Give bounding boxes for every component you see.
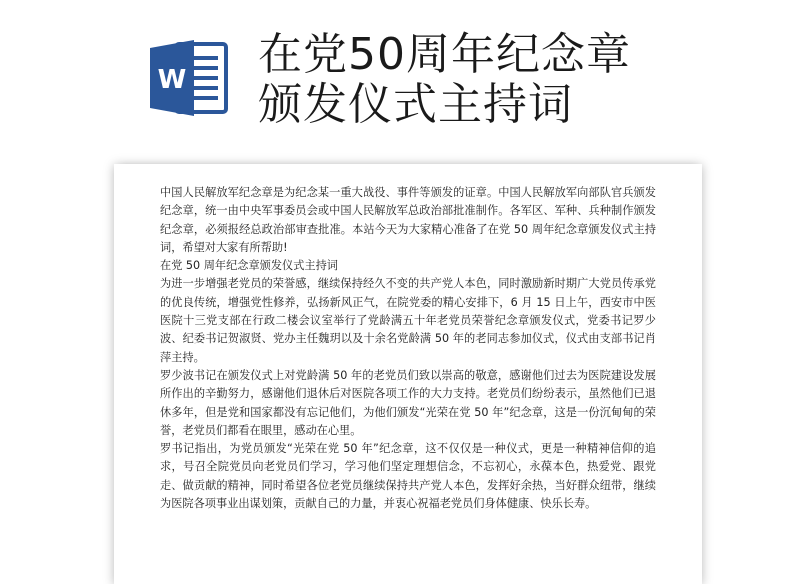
word-doc-icon [146, 36, 230, 120]
title-line-1: 在党50周年纪念章 [258, 29, 631, 80]
paragraph-intro: 中国人民解放军纪念章是为纪念某一重大战役、事件等颁发的证章。中国人民解放军向部队官兵颁发纪念章，统一由中央军事委员会或中国人民解放军总政治部批准制作。各军区、军种、兵种制作颁发纪念章，必须报经总政治部审查批准。本站今天为大家精心准备了在党 50 周年纪念章颁发仪式主持词，希望对大家有所帮助! [160, 186, 656, 254]
title-line-2: 颁发仪式主持词 [258, 79, 573, 130]
word-icon-letter: W [157, 65, 187, 95]
paragraph-2: 罗少波书记在颁发仪式上对党龄满 50 年的老党员们致以崇高的敬意，感谢他们过去为医院建设发展所作出的辛勤努力，感谢他们退休后对医院各项工作的大力支持。老党员们纷纷表示，虽然他们已退休多年，但是党和国家都没有忘记他们，为他们颁发“光荣在党 50 年”纪念章，这是一份沉甸甸的荣誉，老党员们都看在眼里，感动在心里。 [160, 368, 656, 437]
document-page [114, 164, 702, 584]
paragraph-heading: 在党 50 周年纪念章颁发仪式主持词 [160, 259, 338, 273]
document-body [160, 184, 656, 513]
page-title [258, 30, 631, 130]
header-banner [0, 0, 800, 160]
paragraph-3: 罗书记指出，为党员颁发“光荣在党 50 年”纪念章，这不仅仅是一种仪式，更是一种精神信仰的追求，号召全院党员向老党员们学习，学习他们坚定理想信念，不忘初心，永葆本色，热爱党、跟党走、做贡献的精神，同时希望各位老党员继续保持共产党人本色，发挥好余热，当好群众纽带，继续为医院各项事业出谋划策，贡献自己的力量，并衷心祝福老党员们身体健康、快乐长寿。 [160, 442, 656, 511]
paragraph-1: 为进一步增强老党员的荣誉感，继续保持经久不变的共产党人本色，同时激励新时期广大党员传承党的优良传统，增强党性修养，弘扬新风正气，在院党委的精心安排下，6 月 15 日上午，西安市中医医院十三党支部在行政二楼会议室举行了党龄满五十年老党员荣誉纪念章颁发仪式，党委书记罗少波、纪委书记贺淑贤、党办主任魏玥以及十余名党龄满 50 年的老同志参加仪式，仪式由支部书记肖萍主持。 [160, 277, 656, 364]
